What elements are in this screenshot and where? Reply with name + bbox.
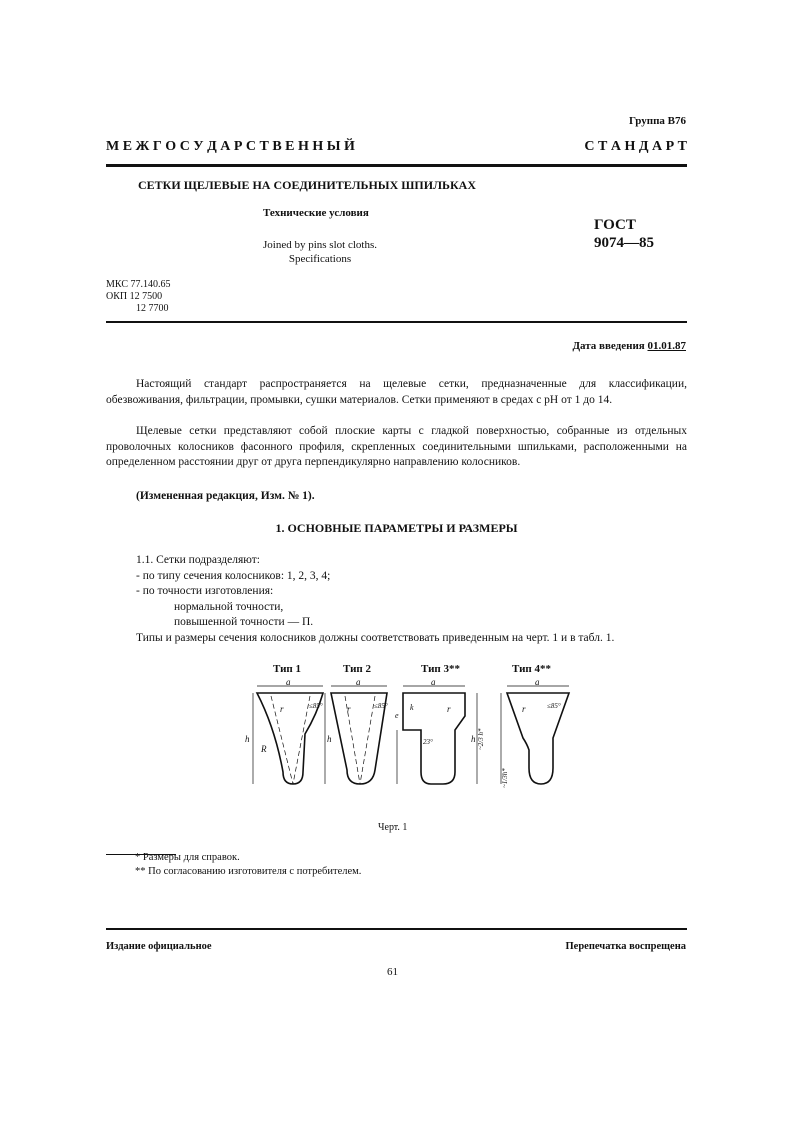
english-title-line-2: Specifications	[288, 253, 352, 265]
section-items	[106, 553, 687, 646]
banner-word-2: С Т А Н Д А Р Т	[584, 139, 687, 154]
angle-4: ≤85°	[547, 702, 561, 710]
top-rule	[106, 164, 687, 167]
okp-code-1: ОКП 12 7500	[106, 291, 163, 302]
dim-one-third: ~1/3h*	[501, 768, 509, 788]
date-value: 01.01.87	[647, 340, 686, 352]
gost-code: 9074—85	[594, 235, 654, 251]
gost-label: ГОСТ	[594, 217, 636, 233]
dim-a-2: a	[356, 677, 361, 687]
type-4-label: Тип 4**	[512, 663, 551, 675]
dim-r-1: r	[280, 704, 284, 714]
angle-2: ≤85°	[374, 702, 388, 710]
classification-codes	[106, 279, 170, 315]
list-item: Типы и размеры сечения колосников должны соответствовать приведенным на черт. 1 и в табл. 1.	[136, 631, 615, 644]
dim-h-3: h	[471, 734, 476, 744]
banner-word-1: М Е Ж Г О С У Д А Р С Т В Е Н Н Ы Й	[106, 139, 355, 154]
dim-a-1: a	[286, 677, 291, 687]
reprint-prohibited: Перепечатка воспрещена	[565, 941, 686, 952]
footnote-1: * Размеры для справок.	[135, 852, 240, 863]
list-item: 1.1. Сетки подразделяют:	[136, 554, 260, 566]
dim-r-4: r	[522, 704, 526, 714]
doc-subtitle: Технические условия	[263, 207, 369, 219]
list-item: - по точности изготовления:	[136, 585, 274, 597]
page-number: 61	[387, 966, 398, 978]
english-title-line-1: Joined by pins slot cloths.	[263, 239, 377, 251]
header-rule	[106, 321, 687, 323]
group-code: Группа В76	[628, 115, 686, 127]
paragraph-2: Щелевые сетки представляют собой плоские карты с гладкой поверхностью, собранные из отдельных проволочных колосников фасонного профиля, скрепленных соединительными шпильками, расположенными на определенном расстоянии друг от друга перпендикулярно направлению колосников.	[106, 425, 687, 468]
type-3-label: Тип 3**	[421, 663, 460, 675]
angle-23: 23°	[423, 738, 433, 746]
amendment-note: (Измененная редакция, Изм. № 1).	[136, 490, 315, 502]
dim-R: R	[261, 744, 267, 754]
doc-title: СЕТКИ ЩЕЛЕВЫЕ НА СОЕДИНИТЕЛЬНЫХ ШПИЛЬКАХ	[138, 178, 476, 192]
list-item: нормальной точности,	[174, 600, 284, 613]
official-edition: Издание официальное	[106, 941, 212, 952]
figure-bar-sections	[235, 660, 575, 820]
date-label: Дата введения	[572, 340, 645, 352]
okp-code-2: 12 7700	[136, 303, 169, 314]
dim-e: e	[395, 711, 399, 720]
angle-1: ≤85°	[309, 702, 323, 710]
section-heading: 1. ОСНОВНЫЕ ПАРАМЕТРЫ И РАЗМЕРЫ	[275, 521, 518, 535]
footnote-2: ** По согласованию изготовителя с потребителем.	[135, 866, 362, 877]
list-item: повышенной точности — П.	[174, 616, 314, 628]
dim-k: k	[410, 703, 414, 712]
type-1-label: Тип 1	[273, 663, 301, 675]
mks-code: МКС 77.140.65	[106, 279, 171, 290]
standard-banner	[106, 139, 687, 155]
introduction-date	[572, 340, 686, 352]
paragraph-1: Настоящий стандарт распространяется на щелевые сетки, предназначенные для классификации, обезвоживания, фильтрации, промывки, сушки материалов. Сетки применяют в средах с рН от 1 до 14.	[106, 378, 687, 406]
dim-a-3: a	[431, 677, 436, 687]
list-item: - по типу сечения колосников: 1, 2, 3, 4;	[136, 569, 331, 582]
footer-rule	[106, 928, 687, 930]
dim-h-1: h	[245, 734, 250, 744]
type-2-label: Тип 2	[343, 663, 371, 675]
dim-two-thirds: ~2/3 h*	[477, 728, 485, 750]
english-title	[250, 238, 390, 266]
footnotes	[135, 851, 361, 879]
dim-a-4: a	[535, 677, 540, 687]
figure-caption: Черт. 1	[378, 822, 408, 833]
dim-r-2: r	[347, 704, 351, 714]
gost-number	[594, 216, 654, 252]
dim-h-2: h	[327, 734, 332, 744]
dim-r-3: r	[447, 704, 451, 714]
